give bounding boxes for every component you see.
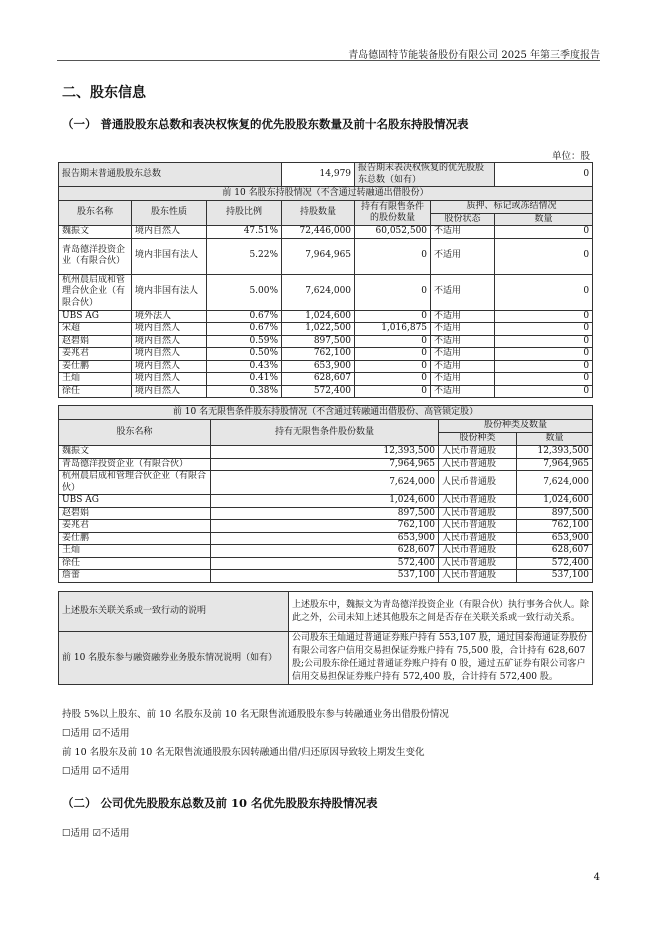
note-margin-text: 公司股东王灿通过普通证券账户持有 553,107 股，通过国泰海通证券股份有限公司客户信用交易担保证券账户持有 75,500 股，合计持有 628,607 股;公司股东徐任通过普通证券账户持有 0 股，通过五矿证券有限公司客户信用交易担保证券账户持有 572,400 股，合计持有 572,400 股。 [289,632,593,685]
shareholder-nature: 境内自然人 [132,360,207,373]
shareholder-restricted: 0 [355,360,431,373]
share-kind: 人民币普通股 [439,495,517,508]
unrestricted-qty: 7,964,965 [211,458,439,471]
pledge-status: 不适用 [431,348,495,361]
shareholder-nature: 境外法人 [132,310,207,323]
shareholder-ratio: 47.51% [207,226,282,239]
shareholder-restricted: 0 [355,238,431,274]
shareholder-ratio: 0.59% [207,335,282,348]
table-row [59,495,593,508]
share-count: 7,964,965 [517,458,593,471]
lending-paragraph: 持股 5%以上股东、前 10 名股东及前 10 名无限售流通股股东参与转融通业务出借股份情况 [62,709,449,720]
share-kind: 人民币普通股 [439,532,517,545]
table-row [59,520,593,533]
holder-name: 魏振文 [59,446,211,459]
shareholder-restricted: 0 [355,348,431,361]
shareholder-name: UBS AG [59,310,132,323]
page-number: 4 [593,872,600,883]
table-row [59,507,593,520]
note-margin-label: 前 10 名股东参与融资融券业务股东情况说明（如有） [59,632,289,685]
pledge-count: 0 [495,373,593,386]
shareholder-qty: 653,900 [282,360,355,373]
share-count: 12,393,500 [517,446,593,459]
pledge-count: 0 [495,310,593,323]
u-col-header-qty: 持有无限售条件股份数量 [211,420,439,446]
pledge-status: 不适用 [431,360,495,373]
share-kind: 人民币普通股 [439,570,517,583]
shareholder-nature: 境内自然人 [132,385,207,398]
notes-table [58,591,593,685]
col-header-count: 数量 [495,213,593,226]
total-holders-label: 报告期末普通股股东总数 [59,163,282,187]
holder-name: 王灿 [59,545,211,558]
section-title: 二、股东信息 [62,85,146,101]
share-kind: 人民币普通股 [439,520,517,533]
holder-name: UBS AG [59,495,211,508]
pledge-status: 不适用 [431,335,495,348]
pledge-count: 0 [495,323,593,336]
pledge-count: 0 [495,274,593,310]
change-checkbox: ☐适用 ☑不适用 [62,766,130,777]
col-header-name: 股东名称 [59,201,132,226]
shareholder-ratio: 0.67% [207,323,282,336]
shareholder-nature: 境内自然人 [132,323,207,336]
unrestricted-qty: 762,100 [211,520,439,533]
unrestricted-qty: 897,500 [211,507,439,520]
holder-name: 赵碧娟 [59,507,211,520]
shareholder-restricted: 0 [355,335,431,348]
pledge-count: 0 [495,335,593,348]
pledge-status: 不适用 [431,274,495,310]
shareholder-restricted: 0 [355,385,431,398]
unrestricted-table [58,405,593,583]
shareholder-name: 宋超 [59,323,132,336]
table-row [59,532,593,545]
pledge-count: 0 [495,226,593,239]
shareholder-nature: 境内自然人 [132,335,207,348]
col-header-restricted: 持有有限售条件的股份数量 [355,201,431,226]
holder-name: 詹蕾 [59,570,211,583]
shareholder-name: 青岛德洋投资企业（有限合伙） [59,238,132,274]
lending-checkbox: ☐适用 ☑不适用 [62,728,130,739]
u-col-header-kind-qty: 股份种类及数量 [439,420,593,433]
shareholder-name: 魏振文 [59,226,132,239]
subsection-title-1: （一） 普通股股东总数和表决权恢复的优先股股东数量及前十名股东持股情况表 [62,117,469,131]
share-count: 7,624,000 [517,471,593,495]
table-row [59,323,593,336]
shareholder-ratio: 0.50% [207,348,282,361]
share-count: 897,500 [517,507,593,520]
pledge-count: 0 [495,385,593,398]
table-row [59,335,593,348]
shareholder-nature: 境内自然人 [132,348,207,361]
header-rule [57,60,600,61]
col-header-qty: 持股数量 [282,201,355,226]
shareholder-qty: 72,446,000 [282,226,355,239]
table-row [59,570,593,583]
table-row [59,557,593,570]
table-row [59,274,593,310]
table-row [59,385,593,398]
shareholder-name: 杭州晨启成和管理合伙企业（有限合伙） [59,274,132,310]
shareholder-name: 姜仕鹏 [59,360,132,373]
share-count: 1,024,600 [517,495,593,508]
shareholder-qty: 628,607 [282,373,355,386]
shareholder-qty: 7,964,965 [282,238,355,274]
pref-holders-label: 报告期末表决权恢复的优先股股东总数（如有） [355,163,495,187]
holder-name: 青岛德洋投资企业（有限合伙） [59,458,211,471]
pledge-status: 不适用 [431,373,495,386]
col-header-nature: 股东性质 [132,201,207,226]
shareholder-qty: 1,022,500 [282,323,355,336]
preferred-checkbox: ☐适用 ☑不适用 [62,828,130,839]
shareholder-qty: 762,100 [282,348,355,361]
pledge-status: 不适用 [431,238,495,274]
shareholder-ratio: 0.43% [207,360,282,373]
unit-label: 单位：股 [551,151,590,162]
unrestricted-qty: 537,100 [211,570,439,583]
table-row [59,373,593,386]
note-related-label: 上述股东关联关系或一致行动的说明 [59,592,289,632]
holder-name: 徐任 [59,557,211,570]
shareholder-qty: 1,024,600 [282,310,355,323]
unrestricted-qty: 653,900 [211,532,439,545]
table-row [59,348,593,361]
shareholder-ratio: 5.00% [207,274,282,310]
unrestricted-qty: 12,393,500 [211,446,439,459]
unrestricted-qty: 628,607 [211,545,439,558]
shareholder-ratio: 0.67% [207,310,282,323]
unrestricted-qty: 7,624,000 [211,471,439,495]
share-count: 762,100 [517,520,593,533]
page-header: 青岛德固特节能装备股份有限公司 2025 年第三季度报告 [348,50,600,61]
holder-name: 姜仕鹏 [59,532,211,545]
col-header-status: 股份状态 [431,213,495,226]
share-count: 572,400 [517,557,593,570]
pledge-count: 0 [495,348,593,361]
table-row [59,545,593,558]
pledge-status: 不适用 [431,226,495,239]
table-row [59,458,593,471]
table-row [59,360,593,373]
shareholder-table [58,162,593,398]
share-kind: 人民币普通股 [439,446,517,459]
shareholder-name: 赵碧娟 [59,335,132,348]
share-kind: 人民币普通股 [439,507,517,520]
table-row [59,446,593,459]
shareholder-restricted: 0 [355,373,431,386]
share-count: 653,900 [517,532,593,545]
shareholder-nature: 境内自然人 [132,373,207,386]
table-row [59,310,593,323]
u-col-header-count: 数量 [517,433,593,446]
shareholder-name: 姜兆君 [59,348,132,361]
shareholder-qty: 7,624,000 [282,274,355,310]
shareholder-name: 徐任 [59,385,132,398]
share-kind: 人民币普通股 [439,471,517,495]
shareholder-ratio: 5.22% [207,238,282,274]
col-header-pledge: 质押、标记或冻结情况 [431,201,593,214]
share-count: 628,607 [517,545,593,558]
unrestricted-qty: 1,024,600 [211,495,439,508]
shareholder-nature: 境内自然人 [132,226,207,239]
u-col-header-name: 股东名称 [59,420,211,446]
shareholder-qty: 572,400 [282,385,355,398]
shareholder-qty: 897,500 [282,335,355,348]
top10-title: 前 10 名股东持股情况（不含通过转融通出借股份） [59,187,593,201]
table-row [59,226,593,239]
shareholder-restricted: 0 [355,310,431,323]
pledge-status: 不适用 [431,310,495,323]
shareholder-ratio: 0.41% [207,373,282,386]
u-col-header-kind: 股份种类 [439,433,517,446]
pledge-count: 0 [495,238,593,274]
unrestricted-qty: 572,400 [211,557,439,570]
change-paragraph: 前 10 名股东及前 10 名无限售流通股股东因转融通出借/归还原因导致较上期发生变化 [62,747,425,758]
unrestricted-title: 前 10 名无限售条件股东持股情况（不含通过转融通出借股份、高管锁定股） [59,406,593,420]
pref-holders-value: 0 [495,163,593,187]
pledge-status: 不适用 [431,323,495,336]
shareholder-ratio: 0.38% [207,385,282,398]
total-holders-value: 14,979 [282,163,355,187]
shareholder-nature: 境内非国有法人 [132,238,207,274]
shareholder-nature: 境内非国有法人 [132,274,207,310]
holder-name: 杭州晨启成和管理合伙企业（有限合伙） [59,471,211,495]
shareholder-restricted: 60,052,500 [355,226,431,239]
col-header-ratio: 持股比例 [207,201,282,226]
subsection-title-2: （二） 公司优先股股东总数及前 10 名优先股股东持股情况表 [62,796,378,810]
holder-name: 姜兆君 [59,520,211,533]
shareholder-name: 王灿 [59,373,132,386]
share-count: 537,100 [517,570,593,583]
shareholder-restricted: 0 [355,274,431,310]
share-kind: 人民币普通股 [439,458,517,471]
share-kind: 人民币普通股 [439,545,517,558]
table-row [59,471,593,495]
note-related-text: 上述股东中，魏振文为青岛德洋投资企业（有限合伙）执行事务合伙人。除此之外，公司未知上述其他股东之间是否存在关联关系或一致行动关系。 [289,592,593,632]
shareholder-restricted: 1,016,875 [355,323,431,336]
share-kind: 人民币普通股 [439,557,517,570]
pledge-count: 0 [495,360,593,373]
table-row [59,238,593,274]
pledge-status: 不适用 [431,385,495,398]
